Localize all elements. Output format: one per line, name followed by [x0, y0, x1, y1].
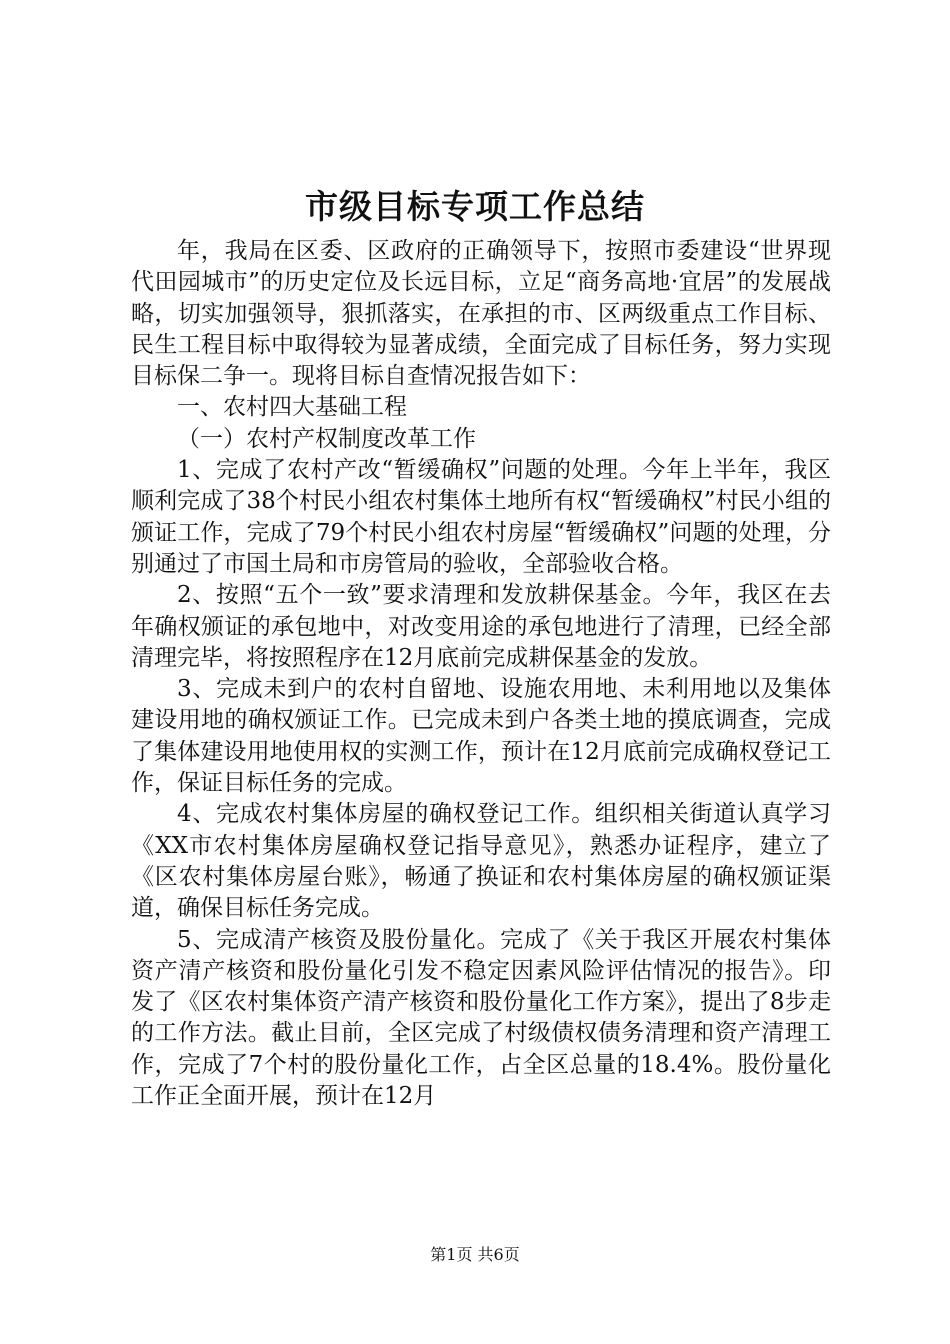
item-paragraph-5: 5、完成清产核资及股份量化。完成了《关于我区开展农村集体资产清产核资和股份量化引发不稳定因素风险评估情况的报告》。印发了《区农村集体资产清产核资和股份量化工作方案》，提出了8步走的工作方法。截止目前，全区完成了村级债权债务清理和资产清理工作，完成了7个村的股份量化工作，占全区总量的18.4%。股份量化工作正全面开展，预计在12月	[131, 926, 831, 1110]
page-footer: 第1页 共6页	[430, 1245, 520, 1264]
section-heading: 一、农村四大基础工程	[177, 394, 407, 421]
item-paragraph-2: 2、按照“五个一致”要求清理和发放耕保基金。今年，我区在去年确权颁证的承包地中，对改变用途的承包地进行了清理，已经全部清理完毕，将按照程序在12月底前完成耕保基金的发放。	[131, 582, 831, 671]
item-paragraph-3: 3、完成未到户的农村自留地、设施农用地、未利用地以及集体建设用地的确权颁证工作。已完成未到户各类土地的摸底调查，完成了集体建设用地使用权的实测工作，预计在12月底前完成确权登记工作，保证目标任务的完成。	[131, 676, 831, 797]
document-body	[131, 236, 831, 1112]
subsection-heading: （一）农村产权制度改革工作	[177, 425, 476, 452]
intro-paragraph: 年，我局在区委、区政府的正确领导下，按照市委建设“世界现代田园城市”的历史定位及长远目标，立足“商务高地·宜居”的发展战略，切实加强领导，狠抓落实，在承担的市、区两级重点工作目标、民生工程目标中取得较为显著成绩，全面完成了目标任务，努力实现目标保二争一。现将目标自查情况报告如下：	[131, 238, 831, 390]
item-paragraph-4: 4、完成农村集体房屋的确权登记工作。组织相关街道认真学习《XX市农村集体房屋确权登记指导意见》，熟悉办证程序，建立了《区农村集体房屋台账》，畅通了换证和农村集体房屋的确权颁证渠道，确保目标任务完成。	[131, 801, 831, 922]
item-paragraph-1: 1、完成了农村产改“暂缓确权”问题的处理。今年上半年，我区顺利完成了38个村民小组农村集体土地所有权“暂缓确权”村民小组的颁证工作，完成了79个村民小组农村房屋“暂缓确权”问题的处理，分别通过了市国土局和市房管局的验收，全部验收合格。	[131, 457, 831, 577]
document-title: 市级目标专项工作总结	[305, 187, 645, 226]
